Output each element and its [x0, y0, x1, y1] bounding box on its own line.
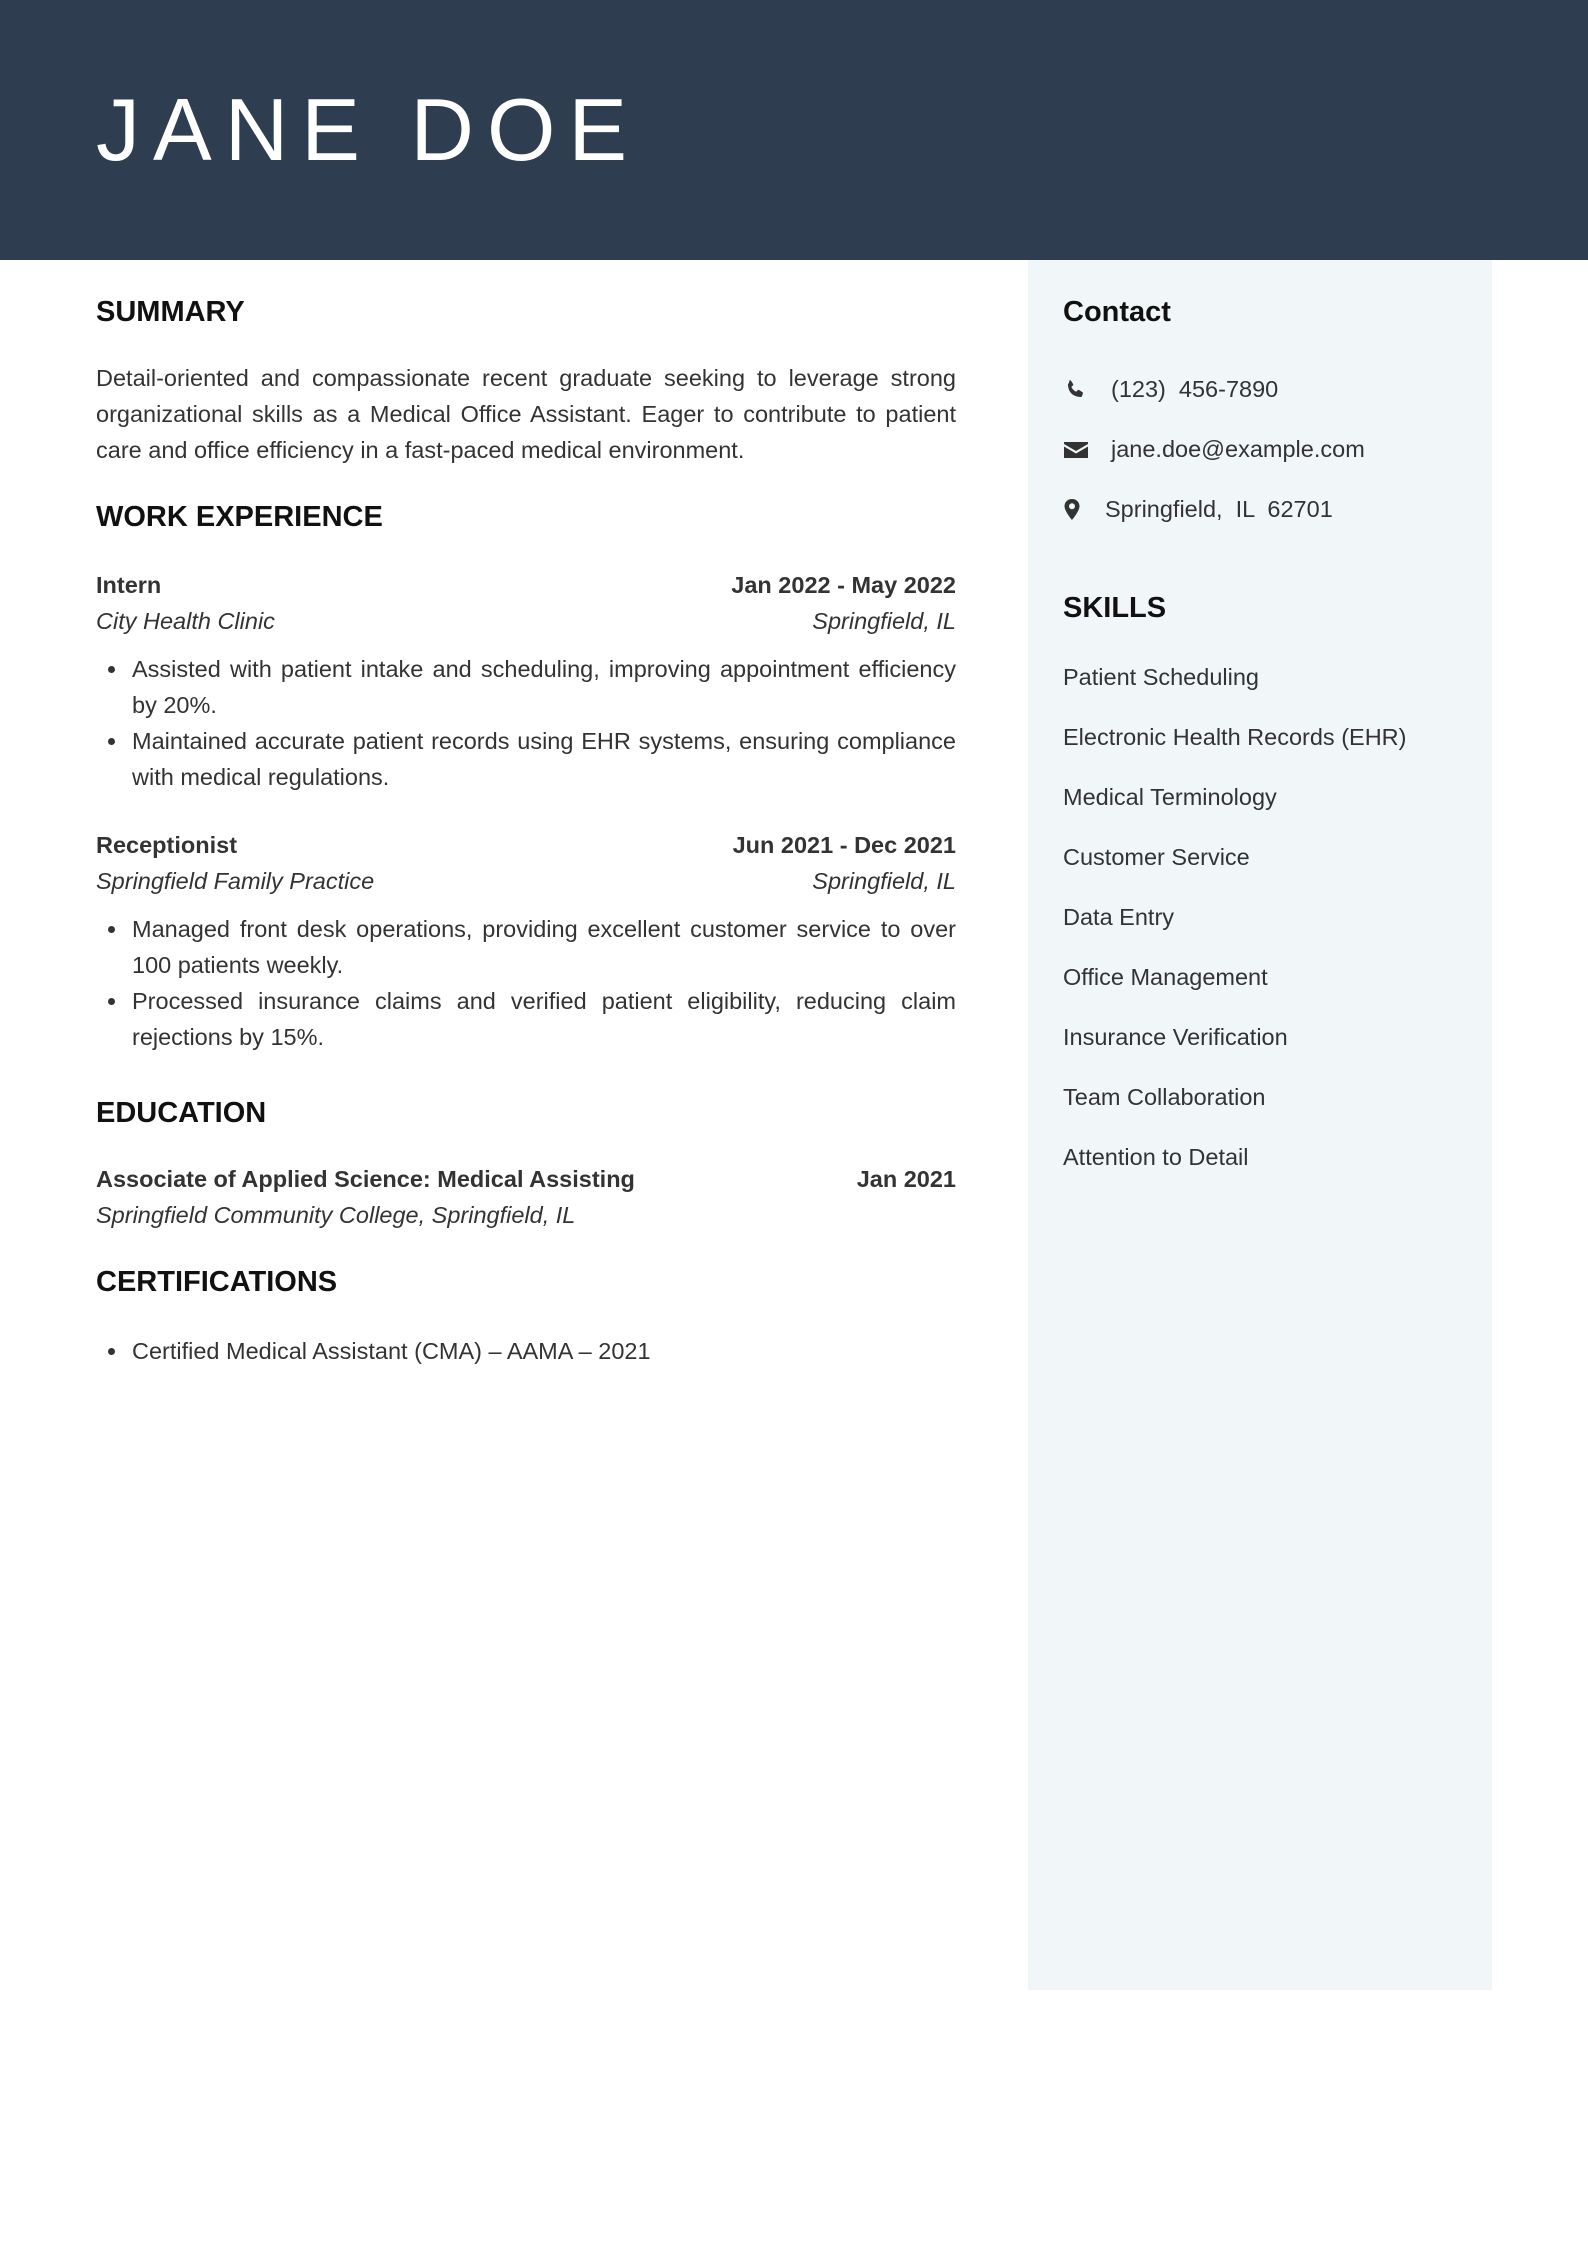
- education-date: Jan 2021: [856, 1166, 956, 1192]
- job-role: Intern: [96, 572, 162, 598]
- list-item: Certified Medical Assistant (CMA) – AAMA – 2021: [96, 1333, 956, 1369]
- location-text: Springfield, IL 62701: [1105, 496, 1333, 522]
- skill-item: Medical Terminology: [1063, 784, 1277, 810]
- degree: Associate of Applied Science: Medical Assisting: [96, 1166, 635, 1192]
- job-subheader: [96, 866, 956, 896]
- list-item: Assisted with patient intake and scheduling, improving appointment efficiency by 20%.: [96, 651, 956, 723]
- skill-item: Team Collaboration: [1063, 1084, 1266, 1110]
- job-bullets: [96, 651, 956, 795]
- candidate-name: JANE DOE: [96, 80, 641, 179]
- job-dates: Jan 2022 - May 2022: [731, 572, 956, 598]
- skill-item: Customer Service: [1063, 844, 1250, 870]
- skill-item: Office Management: [1063, 964, 1268, 990]
- job-dates: Jun 2021 - Dec 2021: [732, 832, 956, 858]
- certifications-title: CERTIFICATIONS: [96, 1266, 338, 1298]
- job-header: [96, 570, 956, 600]
- job-subheader: [96, 606, 956, 636]
- job-role: Receptionist: [96, 832, 238, 858]
- education-header: [96, 1164, 956, 1194]
- job-bullets: [96, 911, 956, 1055]
- list-item: Processed insurance claims and verified patient eligibility, reducing claim rejections by 15%.: [96, 983, 956, 1055]
- job-location: Springfield, IL: [812, 868, 956, 894]
- job-company: Springfield Family Practice: [96, 868, 375, 894]
- sidebar: [1028, 260, 1492, 1990]
- skill-item: Attention to Detail: [1063, 1144, 1249, 1170]
- job-company: City Health Clinic: [96, 608, 275, 634]
- summary-text: Detail-oriented and compassionate recent graduate seeking to leverage strong organizational skills as a Medical Office Assistant. Eager to contribute to patient care and office efficiency in a fast-paced medical environment.: [96, 365, 956, 463]
- work-title: WORK EXPERIENCE: [96, 501, 383, 533]
- envelope-icon: [1063, 438, 1089, 460]
- list-item: Maintained accurate patient records using EHR systems, ensuring compliance with medical regulations.: [96, 723, 956, 795]
- phone-text: (123) 456-7890: [1111, 376, 1279, 402]
- education-subheader: [96, 1200, 956, 1230]
- skill-item: Insurance Verification: [1063, 1024, 1288, 1050]
- phone-icon: [1063, 378, 1089, 400]
- education-title: EDUCATION: [96, 1097, 267, 1129]
- contact-title: Contact: [1063, 296, 1171, 328]
- skill-item: Patient Scheduling: [1063, 664, 1259, 690]
- certifications-list: [96, 1333, 956, 1369]
- job-location: Springfield, IL: [812, 608, 956, 634]
- job-header: [96, 830, 956, 860]
- skills-title: SKILLS: [1063, 592, 1167, 624]
- skill-item: Electronic Health Records (EHR): [1063, 724, 1407, 750]
- header-banner: [0, 0, 1588, 260]
- list-item: Managed front desk operations, providing excellent customer service to over 100 patients weekly.: [96, 911, 956, 983]
- skill-item: Data Entry: [1063, 904, 1175, 930]
- school: Springfield Community College, Springfield, IL: [96, 1202, 576, 1228]
- map-pin-icon: [1063, 498, 1089, 520]
- email-text: jane.doe@example.com: [1111, 436, 1365, 462]
- summary-title: SUMMARY: [96, 296, 245, 328]
